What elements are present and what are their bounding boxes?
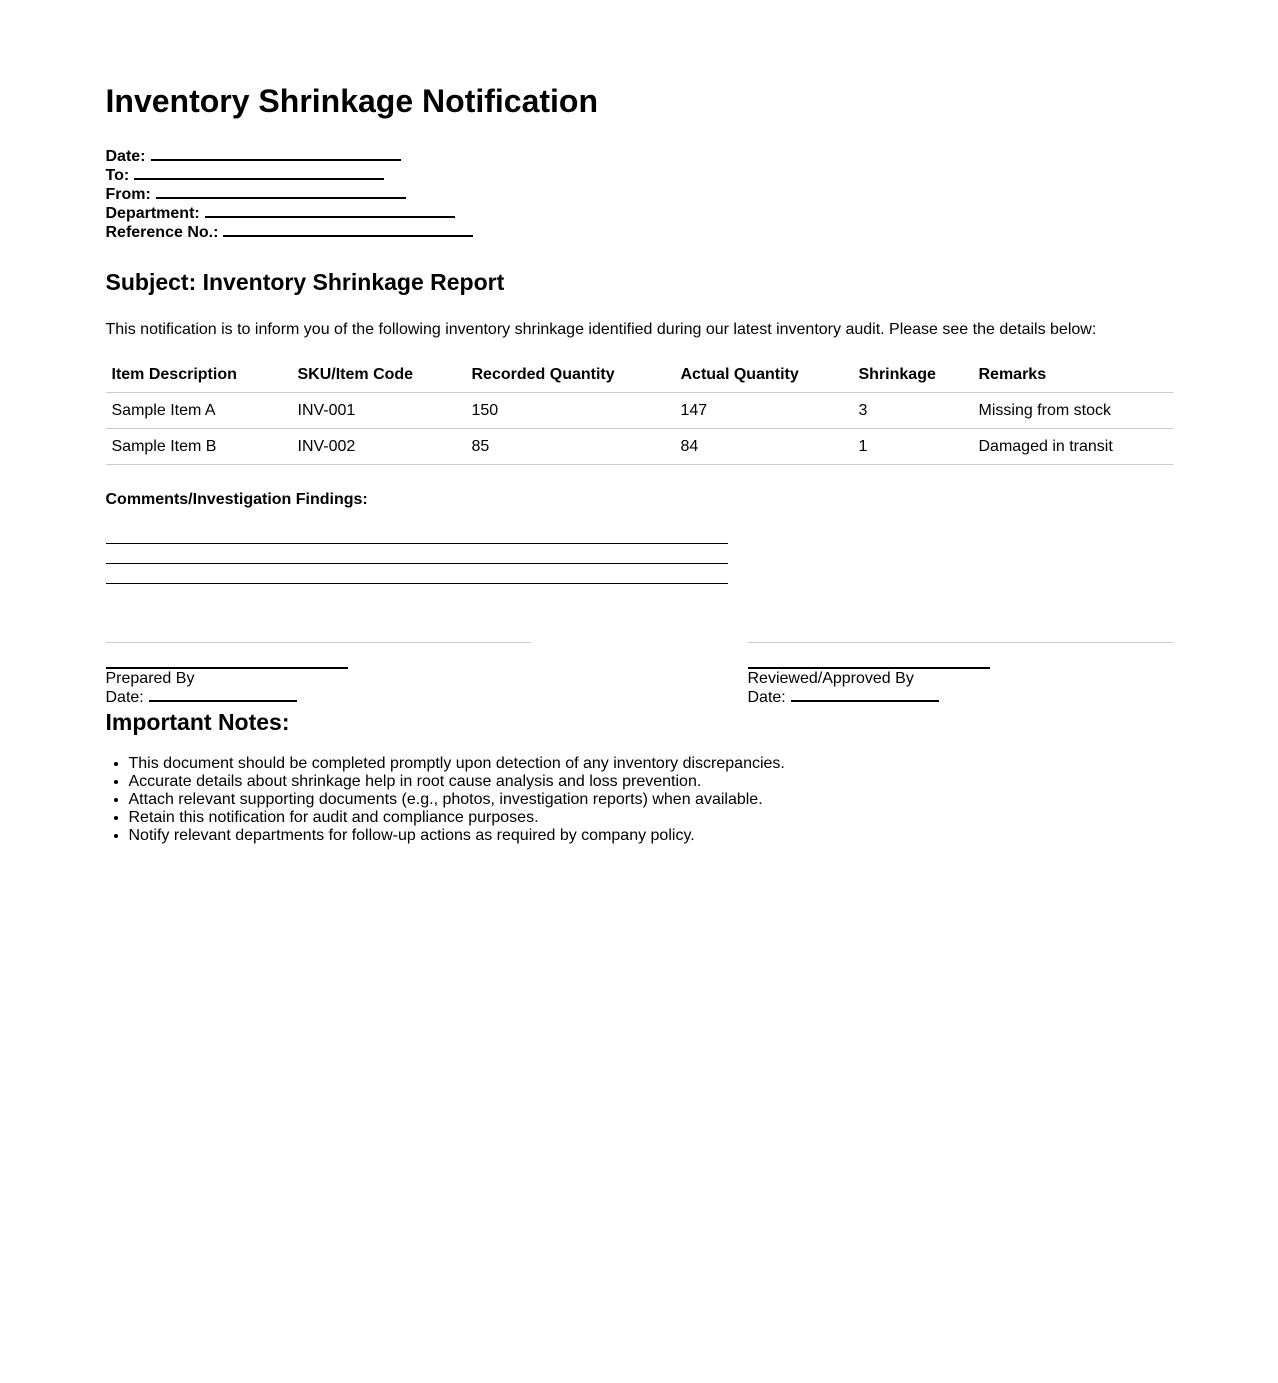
field-date: [106, 145, 1173, 164]
intro-paragraph: This notification is to inform you of the following inventory shrinkage identified during our latest inventory audit. Please see the details below:: [105, 321, 1097, 339]
field-to: [106, 164, 1173, 183]
cell-actual-quantity: 147: [675, 393, 853, 429]
table-header-row: [106, 360, 1173, 393]
col-header-item-description: Item Description: [106, 360, 292, 393]
note-item: • Notify relevant departments for follow-up actions as required by company policy.: [129, 827, 1173, 845]
comment-fill-line: [106, 564, 728, 584]
comments-label: Comments/Investigation Findings:: [105, 491, 368, 509]
cell-shrinkage: 3: [853, 393, 973, 429]
field-reference-no-label: Reference No.:: [105, 223, 219, 241]
cell-remarks: Missing from stock: [973, 393, 1173, 429]
important-notes-list: [106, 755, 1173, 845]
page-title: Inventory Shrinkage Notification: [105, 83, 599, 119]
field-to-fill-line: [134, 164, 384, 180]
reviewed-approved-by-label: Reviewed/Approved By: [747, 670, 914, 688]
reviewed-approved-by-date: [748, 688, 1173, 707]
cell-remarks: Damaged in transit: [973, 429, 1173, 465]
document-page: [106, 0, 1173, 1383]
comment-fill-line: [106, 524, 728, 544]
field-date-label: Date:: [105, 147, 146, 165]
note-item: • Attach relevant supporting documents (e.g., photos, investigation reports) when available.: [129, 791, 1173, 809]
cell-sku-item-code: INV-002: [292, 429, 466, 465]
cell-actual-quantity: 84: [675, 429, 853, 465]
field-date-fill-line: [151, 145, 401, 161]
cell-sku-item-code: INV-001: [292, 393, 466, 429]
note-item: • This document should be completed promptly upon detection of any inventory discrepancies.: [129, 755, 1173, 773]
subject-heading: Subject: Inventory Shrinkage Report: [105, 268, 505, 295]
cell-item-description: Sample Item A: [106, 393, 292, 429]
field-department-label: Department:: [105, 204, 200, 222]
col-header-recorded-quantity: Recorded Quantity: [466, 360, 675, 393]
prepared-by-label: Prepared By: [105, 670, 195, 688]
reviewed-approved-by-signature-line: [748, 647, 990, 669]
prepared-by-signature-line: [106, 647, 348, 669]
note-item: • Accurate details about shrinkage help in root cause analysis and loss prevention.: [129, 773, 1173, 791]
prepared-by-date: [106, 688, 531, 707]
cell-item-description: Sample Item B: [106, 429, 292, 465]
col-header-remarks: Remarks: [973, 360, 1173, 393]
field-from-fill-line: [156, 183, 406, 199]
field-from-label: From:: [105, 185, 151, 203]
col-header-sku-item-code: SKU/Item Code: [292, 360, 466, 393]
shrinkage-table: [106, 360, 1173, 465]
signature-section: [106, 642, 1173, 707]
field-reference-no-fill-line: [223, 221, 473, 237]
field-from: [106, 183, 1173, 202]
reviewed-approved-by-date-fill-line: [791, 688, 939, 702]
field-to-label: To:: [105, 166, 130, 184]
cell-shrinkage: 1: [853, 429, 973, 465]
table-row: [106, 429, 1173, 465]
prepared-by-date-fill-line: [149, 688, 297, 702]
col-header-actual-quantity: Actual Quantity: [675, 360, 853, 393]
comment-fill-line: [106, 544, 728, 564]
header-fields: [106, 145, 1173, 240]
important-notes-heading: Important Notes:: [105, 709, 290, 736]
field-department-fill-line: [205, 202, 455, 218]
note-item: • Retain this notification for audit and compliance purposes.: [129, 809, 1173, 827]
prepared-by-block: [106, 642, 531, 707]
reviewed-approved-by-block: [748, 642, 1173, 707]
field-reference-no: [106, 221, 1173, 240]
prepared-by-date-label: Date:: [105, 689, 144, 707]
comments-write-in-area: [106, 524, 1173, 584]
reviewed-approved-by-date-label: Date:: [747, 689, 786, 707]
table-row: [106, 393, 1173, 429]
cell-recorded-quantity: 85: [466, 429, 675, 465]
col-header-shrinkage: Shrinkage: [853, 360, 973, 393]
field-department: [106, 202, 1173, 221]
cell-recorded-quantity: 150: [466, 393, 675, 429]
